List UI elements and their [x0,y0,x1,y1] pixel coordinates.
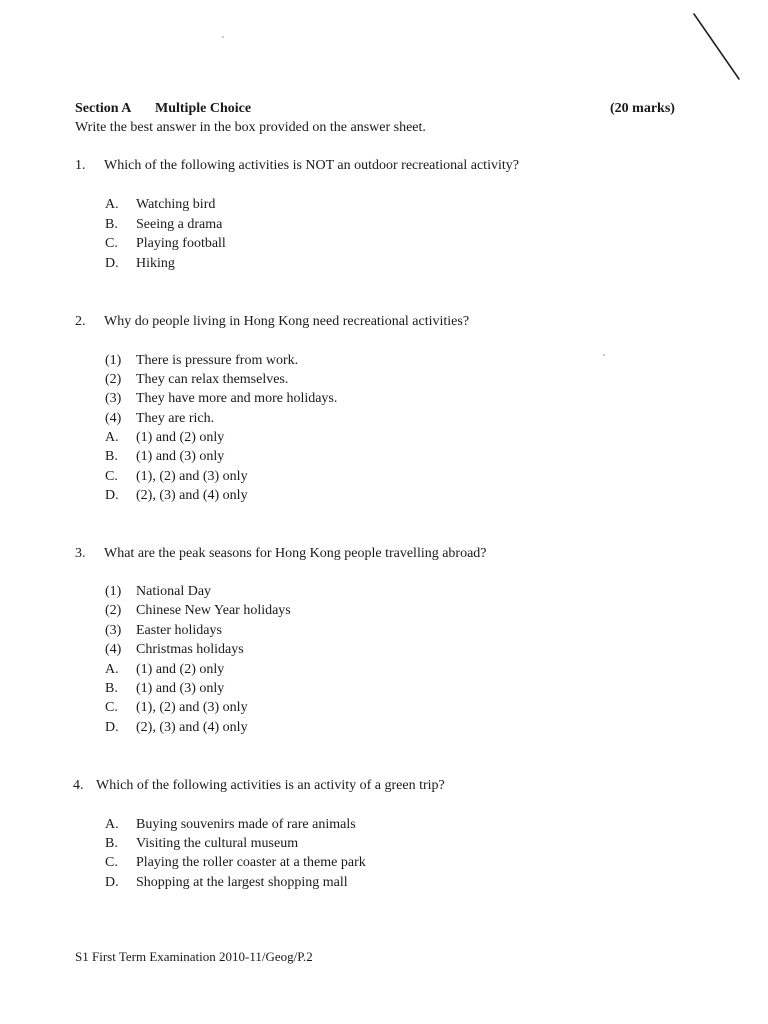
option-letter: C. [105,700,118,715]
option-letter: B. [105,836,118,851]
statement-text: They are rich. [136,411,215,426]
section-instruction: Write the best answer in the box provided on the answer sheet. [75,120,426,135]
page-footer: S1 First Term Examination 2010-11/Geog/P.2 [75,949,313,964]
statement-label: (2) [105,603,122,618]
statement-text: They have more and more holidays. [136,391,338,406]
option-text: Playing the roller coaster at a theme park [136,855,366,870]
statement-label: (3) [105,623,122,638]
statement-label: (1) [105,584,122,599]
statement-label: (1) [105,353,122,368]
option-text: Buying souvenirs made of rare animals [136,817,356,832]
option-letter: B. [105,449,118,464]
statement-text: There is pressure from work. [136,353,299,368]
scan-speck [603,354,605,356]
option-text: Visiting the cultural museum [136,836,299,851]
statement-text: Christmas holidays [136,642,244,657]
option-letter: D. [105,256,119,271]
statement-label: (3) [105,391,122,406]
option-text: (1), (2) and (3) only [136,469,248,484]
question-text: Which of the following activities is NOT an outdoor recreational activity? [104,158,519,173]
option-letter: D. [105,875,119,890]
option-letter: C. [105,469,118,484]
option-text: Watching bird [136,197,216,212]
option-letter: C. [105,855,118,870]
statement-label: (4) [105,411,122,426]
section-subheading: Multiple Choice [155,101,252,116]
statement-text: Easter holidays [136,623,222,638]
question-text: What are the peak seasons for Hong Kong people travelling abroad? [104,546,487,561]
option-letter: A. [105,197,119,212]
question-text: Which of the following activities is an activity of a green trip? [96,778,445,793]
option-letter: C. [105,236,118,251]
section-heading: Section A [75,101,132,116]
option-text: Hiking [136,256,175,271]
statement-text: Chinese New Year holidays [136,603,291,618]
option-letter: A. [105,817,119,832]
option-text: (1) and (3) only [136,449,225,464]
option-letter: B. [105,681,118,696]
option-letter: D. [105,720,119,735]
section-marks: (20 marks) [610,101,675,116]
question-text: Why do people living in Hong Kong need recreational activities? [104,314,470,329]
option-text: Shopping at the largest shopping mall [136,875,348,890]
question-number: 1. [75,158,86,173]
option-text: (1) and (3) only [136,681,225,696]
statement-text: National Day [136,584,212,599]
option-letter: A. [105,430,119,445]
option-text: (1) and (2) only [136,430,225,445]
statement-text: They can relax themselves. [136,372,289,387]
option-text: (1), (2) and (3) only [136,700,248,715]
question-number: 3. [75,546,86,561]
statement-label: (2) [105,372,122,387]
option-letter: D. [105,488,119,503]
option-letter: B. [105,217,118,232]
option-text: Seeing a drama [136,217,223,232]
question-number: 4. [73,778,84,793]
option-letter: A. [105,662,119,677]
option-text: (2), (3) and (4) only [136,720,248,735]
option-text: Playing football [136,236,226,251]
question-number: 2. [75,314,86,329]
scan-speck [222,36,224,38]
option-text: (2), (3) and (4) only [136,488,248,503]
option-text: (1) and (2) only [136,662,225,677]
statement-label: (4) [105,642,122,657]
